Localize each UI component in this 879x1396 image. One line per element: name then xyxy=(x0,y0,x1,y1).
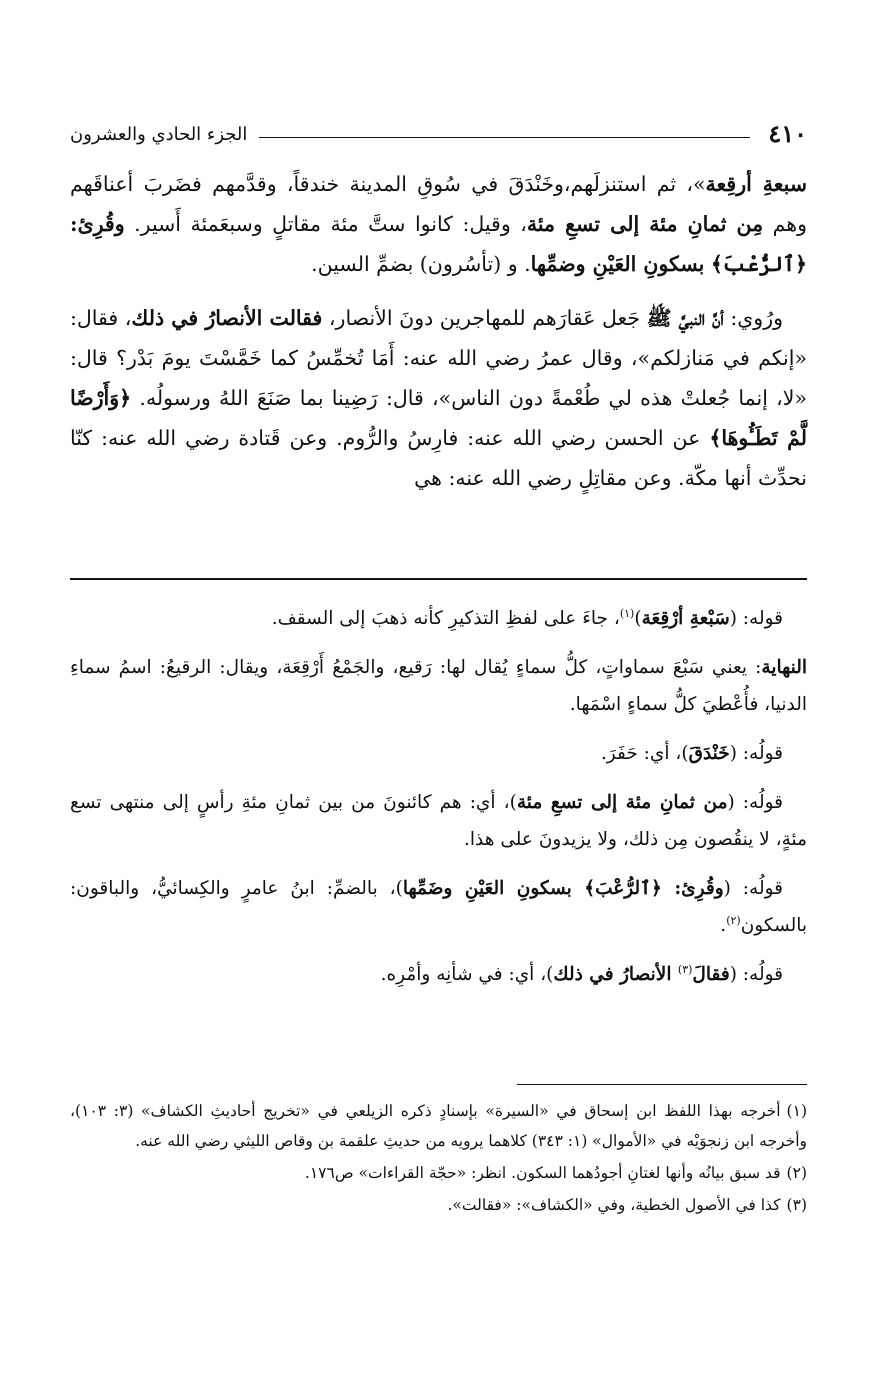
footnote-divider xyxy=(517,1084,807,1085)
footnote-ref[interactable]: (٢) xyxy=(726,913,741,927)
quoted-phrase: بسكونِ العَيْنِ وضمِّها xyxy=(530,252,705,276)
main-paragraph-1 xyxy=(70,164,807,284)
quran-quote: ﴿ٱلرُّعْبَ﴾ xyxy=(710,252,807,276)
commentary-paragraph-1 xyxy=(70,600,807,637)
commentary-paragraph-5 xyxy=(70,870,807,944)
text-run: ، فقال: «إنكم في مَنازلكم»، وقال عمرُ رضي الله عنه: أَمَا تُخمِّسُ كما خَمَّسْتَ يومَ بَدْر؟ قال: «لا، إنما جُعلتْ هذه لي طُعْمةً دون الناس»، قال: رَضِينا بما صَنَعَ اللهُ ورسولُه. xyxy=(70,306,807,410)
quoted-phrase: فقالت الأنصارُ في ذلك xyxy=(131,306,323,330)
text-run: قوله: ( xyxy=(729,608,783,629)
book-page xyxy=(70,0,807,1396)
text-run: ورُوي: xyxy=(723,306,784,330)
text-run: جَعل عَقارَهم للمهاجرين دونَ الأنصار، xyxy=(322,306,647,330)
header-rule xyxy=(259,137,750,138)
footnote-number: (٢) xyxy=(786,1164,807,1182)
quoted-phrase: مِن ثمانِ مئة إلى تسعِ مئة xyxy=(526,212,764,236)
section-divider xyxy=(70,578,807,580)
commentary-paragraph-3 xyxy=(70,735,807,772)
footnote-text: قد سبق بيانُه وأنها لغتانِ أجودُهما السكون. انظر: «حجّة القراءات» ص١٧٦. xyxy=(304,1164,781,1182)
quoted-phrase: خَنْدَقَ xyxy=(688,743,730,764)
footnote-ref[interactable]: (١) xyxy=(619,606,635,620)
text-run: )، بالضمِّ: ابنُ عامرٍ والكِسائيُّ، والباقون: بالسكون xyxy=(70,878,807,936)
text-run: قولُه: ( xyxy=(723,878,783,899)
text-run: )، أي: في شأنِه وأمْرِه. xyxy=(380,964,554,985)
footnote-1 xyxy=(70,1096,807,1156)
commentary-paragraph-2 xyxy=(70,649,807,723)
quoted-phrase: أنَّ النبيَّ ﷺ xyxy=(646,306,724,330)
footnote-text: أخرجه بهذا اللفظ ابن إسحاق في «السيرة» بإسنادٍ ذكره الزيلعي في «تخريج أحاديثِ الكشاف» (٣: ١٠٣)، وأخرجه ابن زنجوَيْه في «الأموال» (١: ٣٤٣) كلاهما يرويه من حديثِ علقمة بن وقاص الليثي رضي الله عنه. xyxy=(70,1102,807,1150)
page-number: ٤١٠ xyxy=(768,119,807,148)
quran-quote: ﴿وَأَرْضًا لَّمْ تَطَـُٔوهَا﴾ xyxy=(70,386,808,450)
quoted-phrase: من ثمانِ مئة إلى تسعِ مئة xyxy=(516,792,728,813)
footnote-3 xyxy=(70,1190,807,1220)
text-run: )، أي: حَفَرَ. xyxy=(600,743,689,764)
quoted-phrase: فقالَ xyxy=(692,964,730,985)
footnote-text: كذا في الأصول الخطية، وفي «الكشاف»: «فقالت». xyxy=(447,1196,781,1214)
quoted-phrase: وقُرِئ: ﴿ٱلرُّعْبَ﴾ بسكونِ العَيْنِ وضَمِّها xyxy=(402,878,724,899)
text-run: . xyxy=(720,915,727,936)
text-run: ) xyxy=(634,608,642,629)
text-run: قولُه: ( xyxy=(729,743,783,764)
main-paragraph-2 xyxy=(70,298,807,498)
quoted-phrase: وقُرِئ: xyxy=(70,212,125,236)
quoted-phrase: سَبْعةِ أرْقِعَة xyxy=(641,608,730,629)
commentary xyxy=(70,600,807,1005)
text-run: عن الحسن رضي الله عنه: فارِسُ والرُّوم. وعن قَتادة رضي الله عنه: كنّا نحدِّث أنها مكّة. وعن مقاتِلٍ رضي الله عنه: هي xyxy=(70,426,807,490)
commentary-paragraph-4 xyxy=(70,784,807,858)
text-run: »، ثم استنزلَهم،وخَنْدَقَ في سُوقِ المدينة خندقاً، وقدَّمهم فضَربَ أعناقَهم وهم xyxy=(70,172,807,236)
page-header xyxy=(70,112,807,146)
quoted-phrase: الأنصارُ في ذلك xyxy=(553,964,678,985)
footnote-number: (٣) xyxy=(786,1196,807,1214)
footnotes xyxy=(70,1096,807,1222)
footnote-2 xyxy=(70,1158,807,1188)
quoted-phrase: سبعةِ أرقِعة xyxy=(705,172,808,196)
text-run: )، أي: هم كائنونَ من بين ثمانِ مئةِ رأسٍ إلى منتهى تسع مئةٍ، لا ينقُصون مِن ذلك، ولا يزيدونَ على هذا. xyxy=(70,792,807,850)
footnote-number: (١) xyxy=(786,1102,807,1120)
text-run: ، وقيل: كانوا ستَّ مئة مقاتلٍ وسبعَمئة أَسير. xyxy=(124,212,527,236)
source-name: النهاية xyxy=(761,657,807,678)
text-run: ، جاءَ على لفظِ التذكيرِ كأنه ذهبَ إلى السقف. xyxy=(271,608,620,629)
footnote-ref[interactable]: (٣) xyxy=(677,962,693,976)
text-run: . و (تأسُرون) بضمِّ السين. xyxy=(311,252,531,276)
running-title: الجزء الحادي والعشرون xyxy=(70,124,248,145)
text-run: قولُه: ( xyxy=(727,792,783,813)
text-run: قولُه: ( xyxy=(729,964,783,985)
main-text xyxy=(70,164,807,498)
commentary-paragraph-6 xyxy=(70,956,807,993)
text-run: : يعني سَبْعَ سماواتٍ، كلُّ سماءٍ يُقال لها: رَقيع، والجَمْعُ أَرْقِعَة، ويقال: الرقيعُ: اسمُ سماءِ الدنيا، فأُعْطيَ كلُّ سماءٍ اسْمَها. xyxy=(70,657,807,715)
